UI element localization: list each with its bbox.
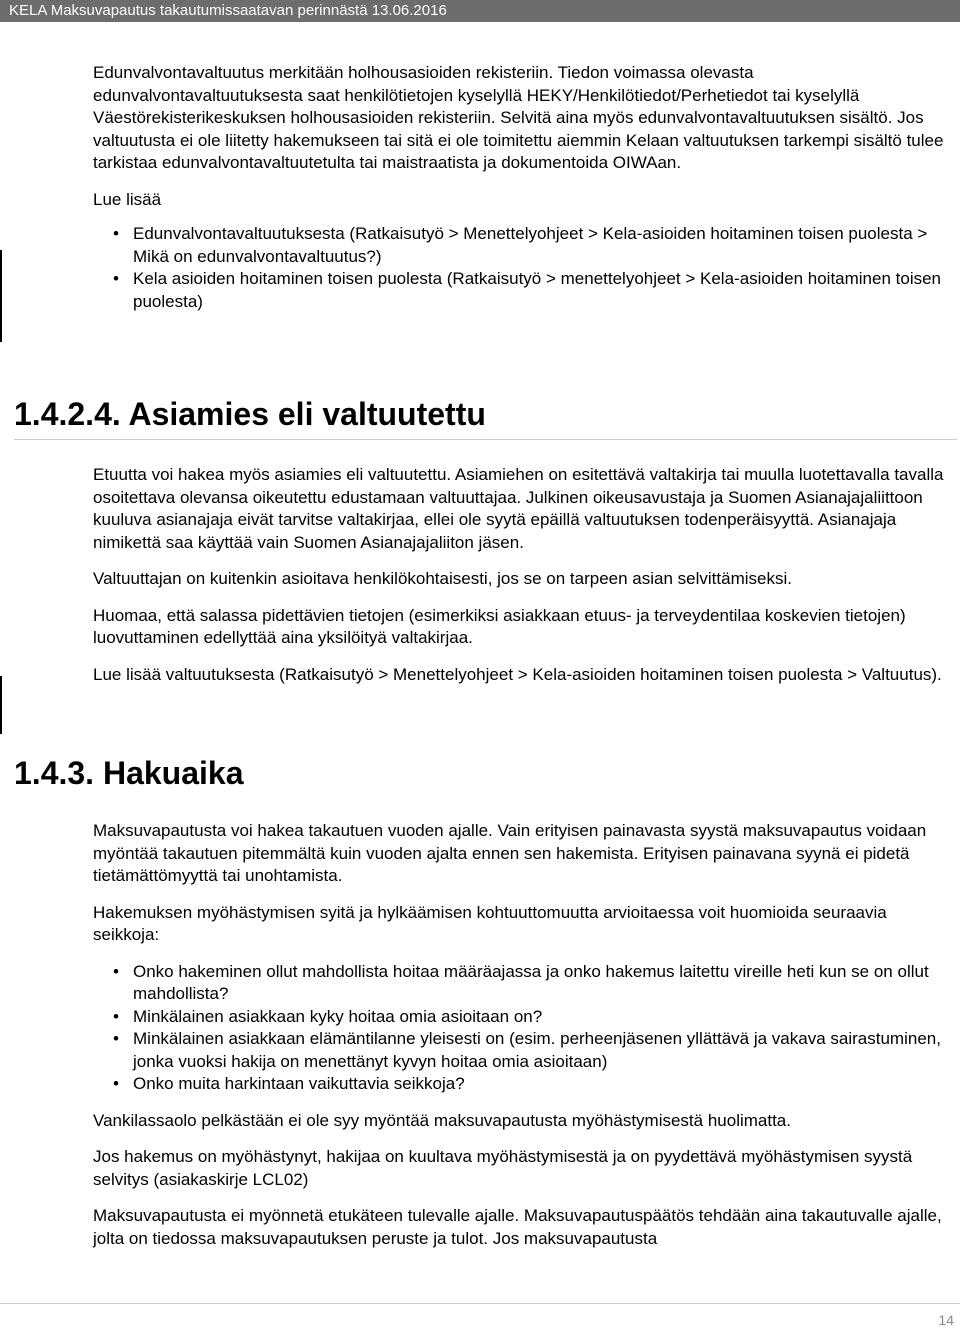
- bullet-icon: •: [113, 961, 119, 981]
- list-item-link[interactable]: • Kela asioiden hoitaminen toisen puolesta (Ratkaisutyö > menettelyohjeet > Kela-asioiden hoitaminen toisen puolesta): [113, 269, 942, 311]
- paragraph: Vankilassaolo pelkästään ei ole syy myöntää maksuvapautusta myöhästymisestä huolimatta.: [93, 1110, 791, 1130]
- paragraph: Maksuvapautusta voi hakea takautuen vuoden ajalle. Vain erityisen painavasta syystä maksuvapautus voidaan myöntää takautuen pitemmältä kuin vuoden ajalta ennen sen hakemista. Erityisen painavana syynä ei pidetä tietämättömyyttä tai unohtamista.: [93, 821, 927, 885]
- list-item: • Minkälainen asiakkaan kyky hoitaa omia asioitaan on?: [93, 1006, 948, 1029]
- content-hakuaika: [93, 820, 948, 1250]
- bullet-icon: •: [113, 1074, 119, 1093]
- paragraph: Etuutta voi hakea myös asiamies eli valtuutettu. Asiamiehen on esitettävä valtakirja tai muulla luotettavalla tavalla osoitettava olevansa oikeutettu edustamaan valtuuttajaa. Julkinen oikeusavustaja ja Suomen Asianajajaliittoon kuuluva asianajaja eivät tarvitse valtakirjaa, ellei ole syytä epäillä valtuutuksen todenperäisyyttä. Asianajaja nimikettä saa käyttää vain Suomen Asianajajaliiton jäsen.: [93, 465, 944, 552]
- bullet-icon: •: [113, 224, 119, 243]
- paragraph: Jos hakemus on myöhästynyt, hakijaa on kuultava myöhästymisestä ja on pyydettävä myöhästymisen syystä selvitys (asiakaskirje LCL02): [93, 1147, 913, 1189]
- paragraph: Valtuuttajan on kuitenkin asioitava henkilökohtaisesti, jos se on tarpeen asian selvittämiseksi.: [93, 569, 792, 588]
- section-heading: 1.4.3. Hakuaika: [14, 755, 244, 791]
- list-item: • Onko muita harkintaan vaikuttavia seikkoja?: [93, 1073, 948, 1096]
- bullet-list: [93, 961, 948, 1096]
- read-more-label: Lue lisää: [93, 189, 162, 209]
- paragraph: Huomaa, että salassa pidettävien tietojen (esimerkiksi asiakkaan etuus- ja terveydentilaa koskevien tietojen) luovuttaminen edellyttää aina yksilöityä valtakirjaa.: [93, 605, 906, 647]
- paragraph: Hakemuksen myöhästymisen syitä ja hylkäämisen kohtuuttomuutta arvioitaessa voit huomioida seuraavia seikkoja:: [93, 902, 887, 944]
- paragraph: Maksuvapautusta ei myönnetä etukäteen tulevalle ajalle. Maksuvapautuspäätös tehdään aina takautuvalle ajalle, jolta on tiedossa maksuvapautuksen peruste ja tulot. Jos maksuvapautusta: [93, 1206, 942, 1248]
- change-bar: [0, 250, 2, 342]
- paragraph: Edunvalvontavaltuutus merkitään holhousasioiden rekisteriin. Tiedon voimassa olevasta edunvalvontavaltuutuksesta saat henkilötietojen kyselyllä HEKY/Henkilötiedot/Perhetiedot tai kyselyllä Väestörekisterikeskuksen holhousasioiden rekisteriin. Selvitä aina myös edunvalvontavaltuutuksen sisältö. Jos valtuutusta ei ole liitetty hakemukseen tai sitä ei ole toimitettu aiemmin Kelaan valtuutuksen tarkempi sisältö tulee tarkistaa edunvalvontavaltuutetulta tai maistraatista ja dokumentoida OIWAan.: [93, 63, 944, 172]
- footer-divider: [0, 1303, 960, 1304]
- bullet-icon: •: [113, 1006, 119, 1026]
- read-more-link[interactable]: Lue lisää valtuutuksesta (Ratkaisutyö > Menettelyohjeet > Kela-asioiden hoitaminen toisen puolesta > Valtuutus).: [93, 664, 942, 684]
- change-bar: [0, 676, 2, 734]
- document-header: [0, 0, 960, 22]
- page-number: 14: [938, 1312, 954, 1328]
- list-item: • Minkälainen asiakkaan elämäntilanne yleisesti on (esim. perheenjäsenen yllättävä ja vakava sairastuminen, jonka vuoksi hakija on menettänyt kyvyn hoitaa omia asioitaan): [113, 1029, 941, 1071]
- link-list: [93, 223, 948, 313]
- bullet-icon: •: [113, 269, 119, 288]
- list-item-link[interactable]: • Edunvalvontavaltuutuksesta (Ratkaisutyö > Menettelyohjeet > Kela-asioiden hoitaminen toisen puolesta > Mikä on edunvalvontavaltuutus?): [113, 224, 928, 266]
- content-asiamies: [93, 464, 948, 686]
- list-item: • Onko hakeminen ollut mahdollista hoitaa määräajassa ja onko hakemus laitettu vireille heti kun se on ollut mahdollista?: [113, 961, 929, 1003]
- section-heading: 1.4.2.4. Asiamies eli valtuutettu: [14, 396, 486, 432]
- bullet-icon: •: [113, 1029, 119, 1048]
- content-top: [93, 62, 948, 313]
- heading-divider: [14, 439, 957, 440]
- document-title: KELA Maksuvapautus takautumissaatavan perinnästä 13.06.2016: [9, 2, 447, 19]
